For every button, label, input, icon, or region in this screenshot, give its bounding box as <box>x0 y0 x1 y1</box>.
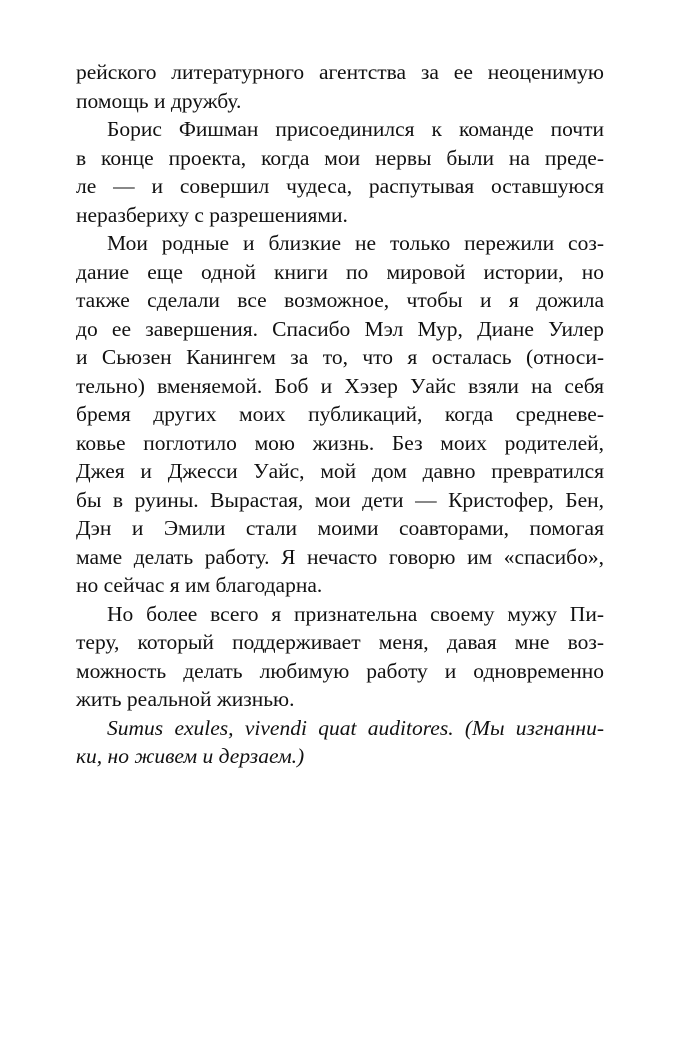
text-line: в конце проекта, когда мои нервы были на преде- <box>76 145 604 170</box>
text-line: маме делать работу. Я нечасто говорю им «спасибо», <box>76 544 604 569</box>
text-line: но сейчас я им благодарна. <box>76 573 323 597</box>
text-line: Мои родные и близкие не только пережили соз- <box>107 231 604 255</box>
text-line: ковье поглотило мою жизнь. Без моих родителей, <box>76 430 604 455</box>
paragraph-3 <box>76 229 604 600</box>
text-line: ки, но живем и дерзаем.) <box>76 744 305 768</box>
text-line: можность делать любимую работу и одновременно <box>76 658 604 683</box>
text-line: Джея и Джесси Уайс, мой дом давно превратился <box>76 459 604 483</box>
text-line: до ее завершения. Спасибо Мэл Мур, Диане Уилер <box>76 316 604 341</box>
text-line: тельно) вменяемой. Боб и Хэзер Уайс взяли на себя <box>76 373 604 398</box>
text-line: помощь и дружбу. <box>76 88 242 113</box>
paragraph-1 <box>76 58 604 115</box>
text-line: жить реальной жизнью. <box>76 687 295 711</box>
paragraph-5-latin-motto <box>76 714 604 771</box>
text-line: Дэн и Эмили стали моими соавторами, помогая <box>76 516 604 540</box>
text-line: и Сьюзен Канингем за то, что я осталась (относи- <box>76 345 604 369</box>
page-text <box>76 58 604 771</box>
paragraph-4 <box>76 600 604 714</box>
text-line: также сделали все возможное, чтобы и я дожила <box>76 288 604 312</box>
text-line: Но более всего я признательна своему мужу Пи- <box>107 601 604 626</box>
text-line: бы в руины. Вырастая, мои дети — Кристофер, Бен, <box>76 487 604 512</box>
text-line: Борис Фишман присоединился к команде почти <box>107 117 604 141</box>
text-line: рейского литературного агентства за ее неоценимую <box>76 60 604 84</box>
paragraph-2 <box>76 115 604 229</box>
text-line: ле — и совершил чудеса, распутывая оставшуюся <box>76 174 604 198</box>
text-line: дание еще одной книги по мировой истории, но <box>76 259 604 284</box>
text-line: теру, который поддерживает меня, давая мне воз- <box>76 630 604 654</box>
text-line: бремя других моих публикаций, когда средневе- <box>76 402 604 426</box>
text-line: неразбериху с разрешениями. <box>76 202 348 227</box>
text-line: Sumus exules, vivendi quat auditores. (Мы изгнанни- <box>107 715 604 740</box>
